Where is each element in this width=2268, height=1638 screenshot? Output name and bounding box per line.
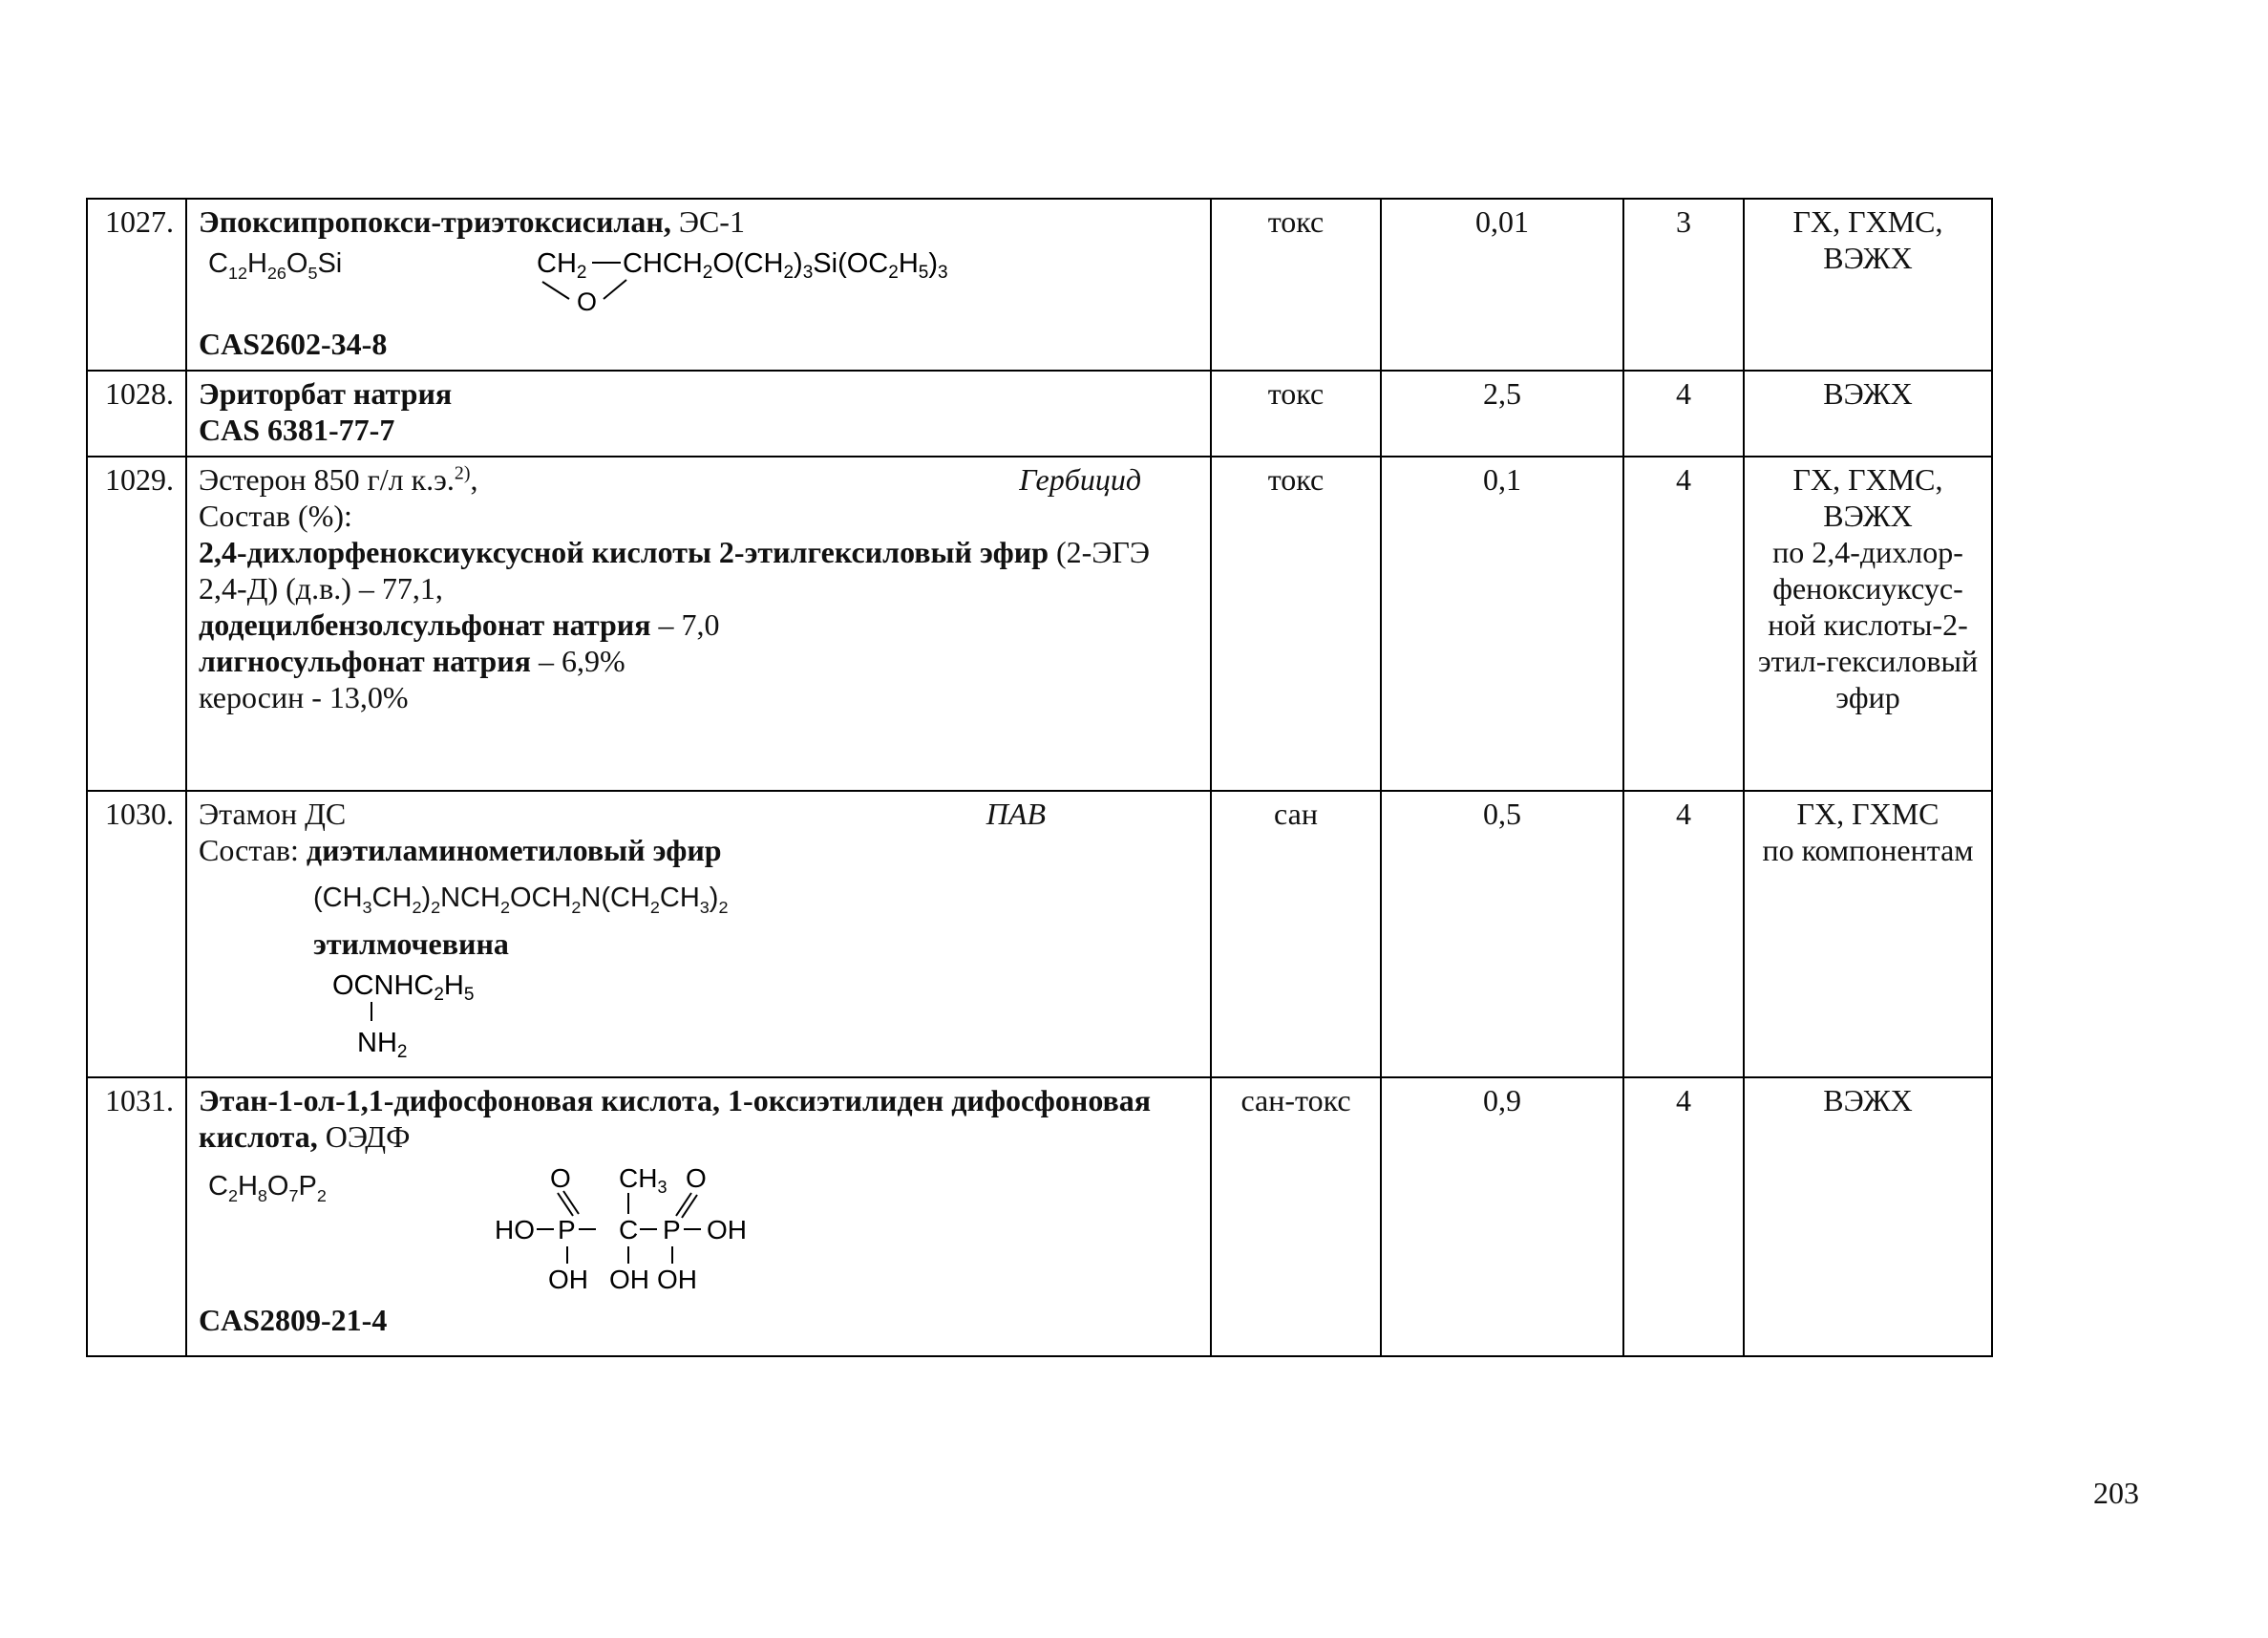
name-comma: , bbox=[470, 462, 478, 497]
limit-value: 0,01 bbox=[1381, 199, 1623, 371]
component-share: – 6,9% bbox=[530, 644, 625, 678]
hazard-type: токс bbox=[1211, 371, 1381, 457]
analysis-method: ВЭЖХ bbox=[1744, 1077, 1992, 1356]
substance-cell bbox=[186, 371, 1211, 457]
table-row bbox=[87, 457, 1992, 791]
hazard-class: 3 bbox=[1623, 199, 1744, 371]
hazard-type: токс bbox=[1211, 457, 1381, 791]
svg-text:P: P bbox=[663, 1215, 681, 1244]
svg-text:CH3: $CH_3$ bbox=[619, 1163, 668, 1197]
row-number: 1028. bbox=[87, 371, 186, 457]
composition-label: Состав (%): bbox=[199, 499, 352, 533]
analysis-method-cell bbox=[1744, 457, 1992, 791]
component-formula: $(CH_3CH_2)_2NCH_2OCH_2N(CH_2CH_3)_2$ bbox=[313, 883, 729, 917]
svg-text:HO: HO bbox=[495, 1215, 535, 1244]
component-name: диэтиламинометиловый эфир bbox=[306, 833, 722, 867]
svg-text:O: O bbox=[686, 1163, 707, 1193]
category-label: ПАВ bbox=[986, 797, 1046, 831]
row-number: 1029. bbox=[87, 457, 186, 791]
svg-text:OH: OH bbox=[548, 1265, 588, 1294]
substance-cell bbox=[186, 199, 1211, 371]
struct-ch2-label: $CH_2$ bbox=[537, 248, 587, 283]
substance-name: Эпоксипропокси-триэтоксисилан, bbox=[199, 204, 671, 239]
substances-table bbox=[86, 198, 1993, 1357]
struct-chain-label: $CHCH_2O(CH_2)_3Si(OC_2H_5)_3$ bbox=[623, 248, 948, 283]
substance-abbr: ЭС-1 bbox=[670, 204, 745, 239]
hazard-class: 4 bbox=[1623, 457, 1744, 791]
brutto-formula: $C_{12}H_{26}O_5Si$ bbox=[208, 248, 343, 283]
row-number: 1031. bbox=[87, 1077, 186, 1356]
table-row bbox=[87, 371, 1992, 457]
urea-bottom-label: $NH_2$ bbox=[357, 1028, 408, 1061]
substance-cell bbox=[186, 791, 1211, 1077]
substance-name: Этамон ДС bbox=[199, 797, 347, 831]
hazard-type: токс bbox=[1211, 199, 1381, 371]
table-row bbox=[87, 1077, 1992, 1356]
category-label: Гербицид bbox=[1019, 462, 1141, 497]
analysis-method-cell bbox=[1744, 791, 1992, 1077]
analysis-method: ГХ, ГХМС bbox=[1796, 797, 1939, 831]
component-name: додецилбензолсульфонат натрия bbox=[199, 607, 651, 642]
substance-name: Этан-1-ол-1,1-дифосфоновая кислота, 1-оксиэтилиден дифосфоновая кислота, bbox=[199, 1083, 1152, 1154]
hazard-class: 4 bbox=[1623, 791, 1744, 1077]
struct-oxygen: O bbox=[577, 287, 598, 312]
substance-cell bbox=[186, 457, 1211, 791]
substance-cell bbox=[186, 1077, 1211, 1356]
footnote-mark: 2) bbox=[454, 462, 471, 484]
hedp-structure bbox=[495, 1160, 781, 1294]
hazard-class: 4 bbox=[1623, 1077, 1744, 1356]
component-share: – 7,0 bbox=[650, 607, 720, 642]
analysis-method: ВЭЖХ bbox=[1744, 371, 1992, 457]
table-row bbox=[87, 199, 1992, 371]
ethylurea-structure bbox=[332, 966, 542, 1061]
epoxy-structure bbox=[533, 245, 1068, 312]
hazard-type: сан-токс bbox=[1211, 1077, 1381, 1356]
substance-name: Эстерон 850 г/л к.э. bbox=[199, 462, 455, 497]
limit-value: 0,1 bbox=[1381, 457, 1623, 791]
brutto-formula: $C_2H_8O_7P_2$ bbox=[208, 1171, 327, 1205]
svg-text:OH: OH bbox=[657, 1265, 697, 1294]
hazard-class: 4 bbox=[1623, 371, 1744, 457]
urea-top-label: $OCNHC_2H_5$ bbox=[332, 970, 475, 1005]
hazard-type: сан bbox=[1211, 791, 1381, 1077]
cas-number: CAS2809-21-4 bbox=[199, 1303, 388, 1337]
limit-value: 2,5 bbox=[1381, 371, 1623, 457]
svg-text:C: C bbox=[619, 1215, 639, 1244]
composition-label: Состав: bbox=[199, 833, 299, 867]
analysis-method-note: по компонентам bbox=[1762, 833, 1974, 867]
limit-value: 0,9 bbox=[1381, 1077, 1623, 1356]
analysis-method: ГХ, ГХМС, ВЭЖХ bbox=[1744, 199, 1992, 371]
substance-name: Эриторбат натрия bbox=[199, 376, 453, 411]
svg-text:OH: OH bbox=[707, 1215, 747, 1244]
page-number: 203 bbox=[2093, 1476, 2139, 1510]
svg-text:P: P bbox=[558, 1215, 576, 1244]
component-name: этилмочевина bbox=[313, 926, 509, 961]
cas-number: CAS2602-34-8 bbox=[199, 327, 388, 361]
cas-number: CAS 6381-77-7 bbox=[199, 413, 395, 447]
table-row bbox=[87, 791, 1992, 1077]
svg-text:O: O bbox=[550, 1163, 571, 1193]
component-line: керосин - 13,0% bbox=[199, 680, 409, 714]
svg-text:OH: OH bbox=[609, 1265, 649, 1294]
row-number: 1027. bbox=[87, 199, 186, 371]
row-number: 1030. bbox=[87, 791, 186, 1077]
substance-abbr: ОЭДФ bbox=[317, 1119, 411, 1154]
analysis-method: ГХ, ГХМС, ВЭЖХ bbox=[1792, 462, 1943, 533]
component-name: 2,4-дихлорфеноксиуксусной кислоты 2-этилгексиловый эфир bbox=[199, 535, 1049, 569]
limit-value: 0,5 bbox=[1381, 791, 1623, 1077]
analysis-method-note: по 2,4-дихлор-феноксиуксус-ной кислоты-2-этил-гексиловый эфир bbox=[1757, 535, 1979, 714]
component-name: лигносульфонат натрия bbox=[199, 644, 531, 678]
component-share: (2-ЭГЭ 2,4-Д) (д.в.) – 77,1, bbox=[199, 535, 1151, 606]
